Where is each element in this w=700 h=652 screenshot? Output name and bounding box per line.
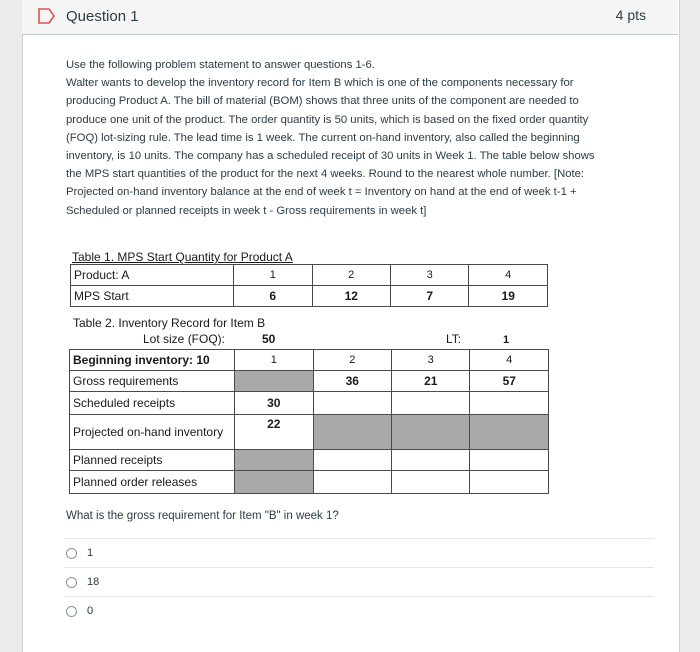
gross-week-4: 57 <box>470 371 549 392</box>
question-title: Question 1 <box>66 8 139 25</box>
bookmark-flag-icon[interactable] <box>30 6 60 26</box>
answer-option[interactable] <box>64 538 654 567</box>
table2-title: Table 2. Inventory Record for Item B <box>73 316 266 330</box>
gross-week-2: 36 <box>313 371 391 392</box>
planned-receipts-label: Planned receipts <box>70 450 235 471</box>
beginning-inventory-label: Beginning inventory: 10 <box>73 353 210 367</box>
question-prompt: What is the gross requirement for Item "B" in week 1? <box>66 510 339 522</box>
answer-option[interactable] <box>64 596 654 625</box>
prompt-intro: Use the following problem statement to answer questions 1-6. <box>66 59 375 71</box>
projected-week-3 <box>392 415 470 450</box>
gross-week-3: 21 <box>392 371 470 392</box>
week-4-header: 4 <box>469 265 548 286</box>
t2-week-2-header: 2 <box>313 350 391 371</box>
problem-statement <box>66 56 606 220</box>
question-points: 4 pts <box>615 7 646 23</box>
lot-size-value: 50 <box>262 332 276 346</box>
planned-week-1 <box>235 450 313 471</box>
projected-week-1: 22 <box>235 415 313 450</box>
answer-label: 18 <box>87 576 100 588</box>
lead-time-label: LT: <box>446 332 462 346</box>
answer-label: 0 <box>87 605 94 617</box>
answer-label: 1 <box>87 547 94 559</box>
projected-week-4 <box>470 415 549 450</box>
scheduled-receipts-label: Scheduled receipts <box>70 392 235 415</box>
week-3-header: 3 <box>390 265 468 286</box>
prompt-body: Walter wants to develop the inventory record for Item B which is one of the components necessary for producing Product A. The bill of material (BOM) shows that three units of the component are needed to produce one unit of the product. The order quantity is 50 units, which is based on the fixed order quantity (FOQ) lot-sizing rule. The lead time is 1 week. The current on-hand inventory, also called the beginning inventory, is 10 units. The company has a scheduled receipt of 30 units in Week 1. The table below shows the MPS start quantities of the product for the next 4 weeks. Round to the nearest whole number. [Note: Projected on-hand inventory balance at the end of week t = Inventory on hand at the end of week t-1 + Scheduled or planned receipts in week t - Gross requirements in week t] <box>66 77 595 217</box>
planned-week-4 <box>470 450 549 471</box>
mps-week-3: 7 <box>390 286 468 307</box>
week-2-header: 2 <box>312 265 390 286</box>
release-week-3 <box>392 471 470 494</box>
projected-on-hand-label: Projected on-hand inventory <box>70 415 235 450</box>
table1-title: Table 1. MPS Start Quantity for Product A <box>72 250 293 264</box>
product-label: Product: A <box>71 265 234 286</box>
planned-week-2 <box>313 450 391 471</box>
answer-options <box>64 538 654 625</box>
lead-time-value: 1 <box>503 334 510 346</box>
release-week-2 <box>313 471 391 494</box>
gross-week-1 <box>235 371 313 392</box>
planned-order-releases-label: Planned order releases <box>70 471 235 494</box>
lot-size-label: Lot size (FOQ): <box>143 332 226 346</box>
mps-start-label: MPS Start <box>71 286 234 307</box>
week-1-header: 1 <box>234 265 312 286</box>
radio-button[interactable] <box>66 606 77 617</box>
answer-option[interactable] <box>64 567 654 596</box>
scheduled-week-3 <box>392 392 470 415</box>
planned-week-3 <box>392 450 470 471</box>
gross-requirements-label: Gross requirements <box>70 371 235 392</box>
mps-week-1: 6 <box>234 286 312 307</box>
scheduled-week-1: 30 <box>235 392 313 415</box>
radio-button[interactable] <box>66 548 77 559</box>
scheduled-week-4 <box>470 392 549 415</box>
scheduled-week-2 <box>313 392 391 415</box>
t2-week-1-header: 1 <box>235 350 313 371</box>
mps-table <box>70 264 548 307</box>
release-week-1 <box>235 471 313 494</box>
mps-week-2: 12 <box>312 286 390 307</box>
mps-week-4: 19 <box>469 286 548 307</box>
projected-week-2 <box>313 415 391 450</box>
inventory-record-table <box>69 349 549 494</box>
release-week-4 <box>470 471 549 494</box>
t2-week-4-header: 4 <box>470 350 549 371</box>
t2-week-3-header: 3 <box>392 350 470 371</box>
question-header <box>22 0 678 35</box>
radio-button[interactable] <box>66 577 77 588</box>
